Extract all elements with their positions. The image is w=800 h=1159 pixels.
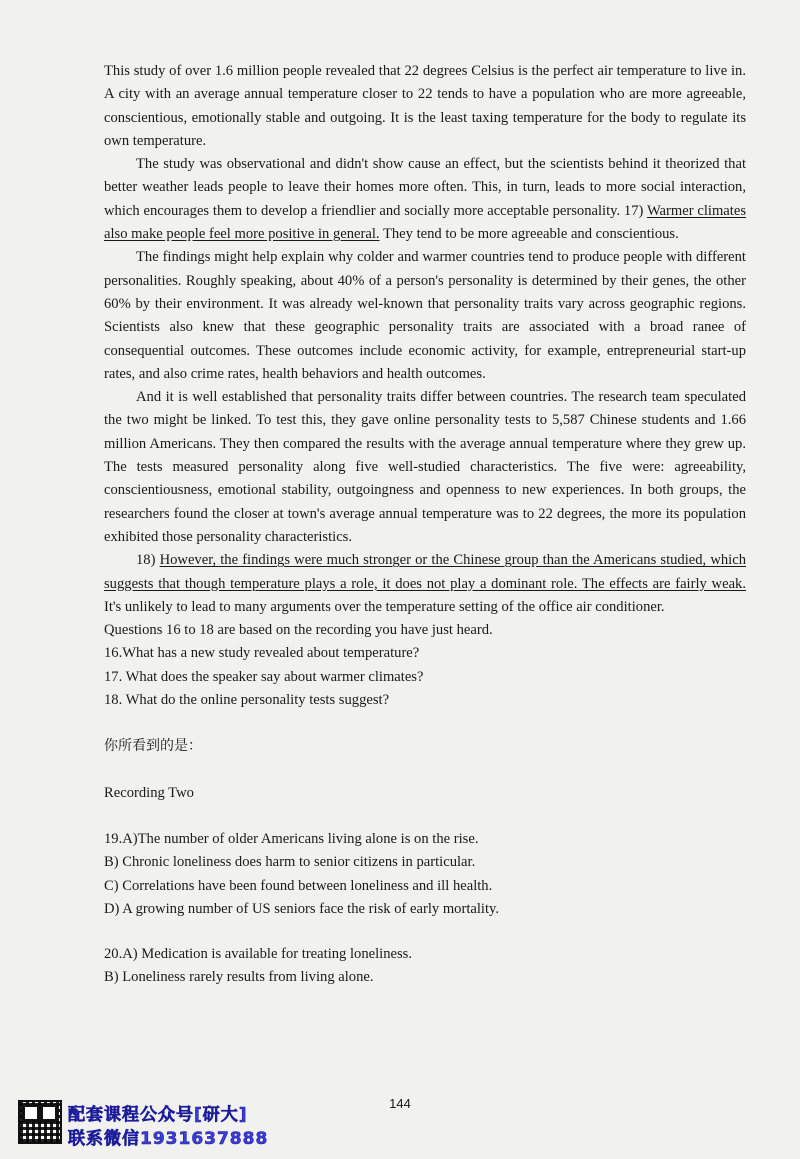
option-19a: 19.A)The number of older Americans living alone is on the rise. <box>104 830 479 847</box>
option-20a: 20.A) Medication is available for treating loneliness. <box>104 946 413 963</box>
paragraph-2 <box>104 153 746 246</box>
recording-title: Recording Two <box>104 784 194 801</box>
question-16: 16.What has a new study revealed about temperature? <box>104 645 420 662</box>
paragraph-3: The findings might help explain why colder and warmer countries tend to produce people with different personalities. Roughly speaking, about 40% of a person's personality is determined by their genes, the other 60% by their environment. It was already wel-known that personality traits vary across geographic regions. Scientists also knew that these geographic personality traits are associated with a broad ranee of consequential outcomes. These outcomes include economic activity, for example, entrepreneurial start-up rates, and also crime rates, health behaviors and health outcomes. <box>104 249 746 382</box>
option-20b: B) Loneliness rarely results from living alone. <box>104 969 374 986</box>
question-17: 17. What does the speaker say about warmer climates? <box>104 668 424 685</box>
page-number: 144 <box>389 1096 411 1111</box>
questions-intro: Questions 16 to 18 are based on the recording you have just heard. <box>104 622 493 639</box>
option-19b: B) Chronic loneliness does harm to senior citizens in particular. <box>104 854 476 871</box>
banner-line-2: 联系微信1931637888 <box>68 1129 269 1149</box>
paragraph-4: And it is well established that personality traits differ between countries. The research team speculated the two might be linked. To test this, they gave online personality tests to 5,587 Chinese students and 1.66 million Americans. They then compared the results with the average annual temperature where they grew up. The tests measured personality along five well-studied characteristics. The five were: agreeability, conscientiousness, emotional stability, outgoingness and openness to new experiences. In both groups, the researchers found the closer at town's average annual temperature was to 22 degrees, the more its population exhibited those personality characteristics. <box>104 389 746 545</box>
paragraph-5-tail: It's unlikely to lead to many arguments over the temperature setting of the office air conditioner. <box>104 598 665 615</box>
paragraph-5-number: 18) <box>136 552 160 569</box>
qr-code-icon <box>18 1100 62 1144</box>
footer-banner <box>18 1100 318 1148</box>
answer-17-underline: Warmer climates also make people feel more positive in general. <box>104 202 746 243</box>
option-19d: D) A growing number of US seniors face the risk of early mortality. <box>104 900 500 917</box>
paragraph-5 <box>104 549 746 619</box>
option-19c: C) Correlations have been found between loneliness and ill health. <box>104 877 493 894</box>
answer-18-underline: However, the findings were much stronger or the Chinese group than the Americans studied, which suggests that though temperature plays a role, it does not play a dominant role. The effects are fairly weak. <box>104 552 746 592</box>
question-18: 18. What do the online personality tests suggest? <box>104 692 390 709</box>
section-heading: 你所看到的是： <box>104 738 202 755</box>
paragraph-2-tail: They tend to be more agreeable and conscientious. <box>379 226 679 243</box>
paragraph-1: This study of over 1.6 million people revealed that 22 degrees Celsius is the perfect air temperature to live in. A city with an average annual temperature closer to 22 tends to have a population who are more agreeable, conscientious, emotionally stable and outgoing. It is the least taxing temperature for the body to regulate its own temperature. <box>104 63 746 149</box>
banner-line-1: 配套课程公众号[研大] <box>68 1105 248 1125</box>
paragraph-2-text: The study was observational and didn't show cause an effect, but the scientists behind it theorized that better weather leads people to leave their homes more often. This, in turn, leads to more social interaction, which encourages them to develop a friendlier and socially more acceptable personality. 17) <box>104 156 746 219</box>
page-content <box>104 60 746 990</box>
